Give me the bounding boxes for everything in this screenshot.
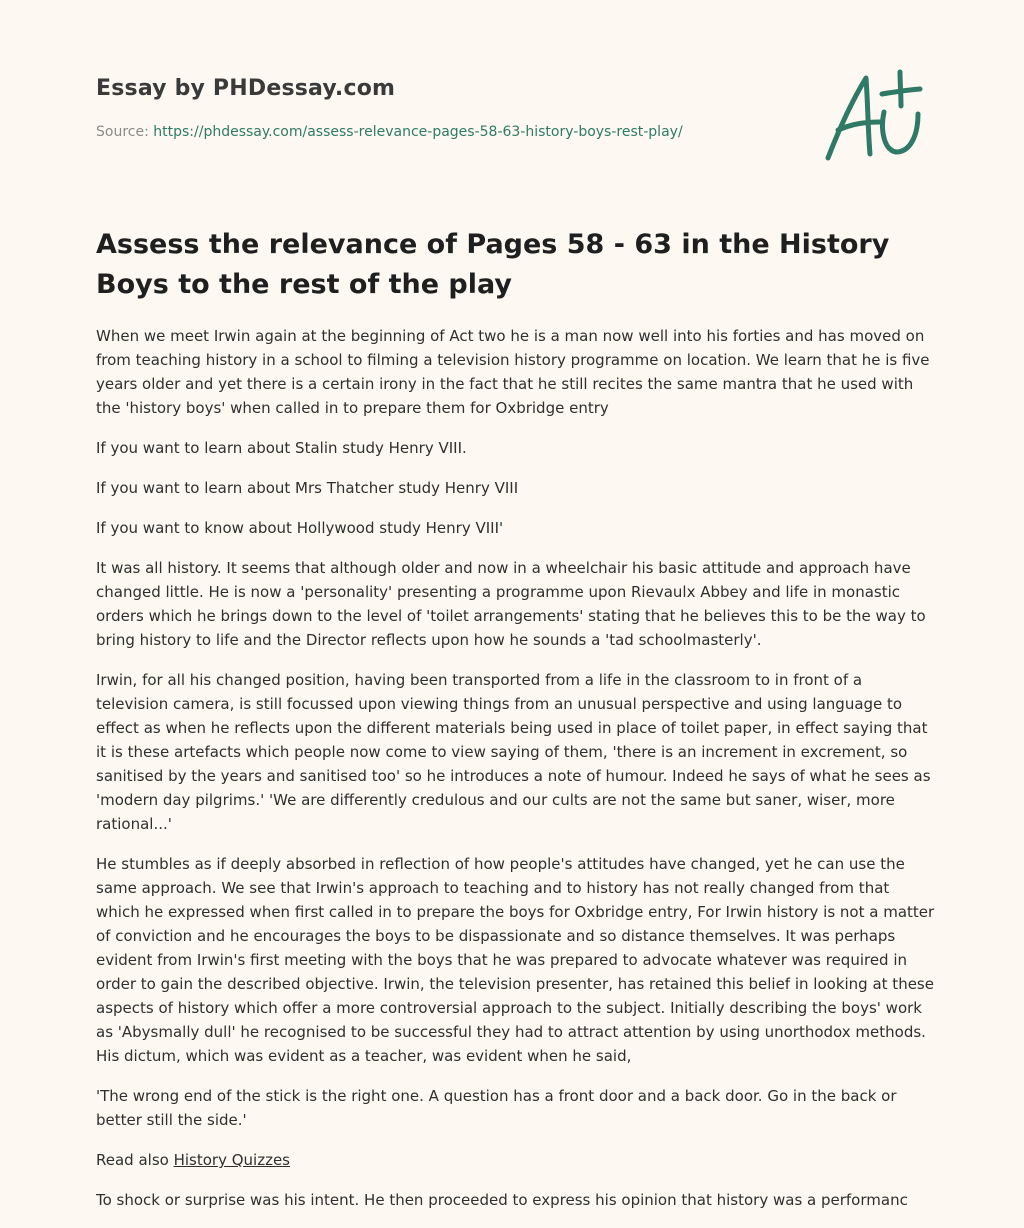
source-link[interactable]: https://phdessay.com/assess-relevance-pages-58-63-history-boys-rest-play/ xyxy=(153,124,683,140)
a-plus-logo-icon xyxy=(824,66,928,166)
paragraph: It was all history. It seems that although older and now in a wheelchair his basic attitude and approach have changed little. He is now a 'personality' presenting a programme upon Rievaulx Abbey and life in monastic orders which he brings down to the level of 'toilet arrangements' stating that he believes this to be the way to bring history to life and the Director reflects upon how he sounds a 'tad schoolmasterly'. xyxy=(96,559,926,649)
paragraph: If you want to learn about Mrs Thatcher study Henry VIII xyxy=(96,479,519,497)
source-label: Source: xyxy=(96,124,154,140)
paragraph: When we meet Irwin again at the beginning of Act two he is a man now well into his forties and has moved on from teaching history in a school to filming a television history programme on location. We learn that he is five years older and yet there is a certain irony in the fact that he still recites the same mantra that he used with the 'history boys' when called in to prepare them for Oxbridge entry xyxy=(96,327,930,417)
read-also-link[interactable]: History Quizzes xyxy=(173,1151,290,1169)
paragraph: 'The wrong end of the stick is the right one. A question has a front door and a back door. Go in the back or better still the side.' xyxy=(96,1087,897,1129)
read-also-line xyxy=(96,1148,936,1172)
essay-title: Assess the relevance of Pages 58 - 63 in the History Boys to the rest of the play xyxy=(96,229,890,300)
source-line xyxy=(96,124,683,140)
paragraph: Irwin, for all his changed position, having been transported from a life in the classroom to in front of a television camera, is still focussed upon viewing things from an unusual perspective and using language to effect as when he reflects upon the different materials being used in place of toilet paper, in effect saying that it is these artefacts which people now come to view saying of them, 'there is an increment in excrement, so sanitised by the years and sanitised too' so he introduces a note of humour. Indeed he says of what he sees as 'modern day pilgrims.' 'We are differently credulous and our cults are not the same but saner, wiser, more rational...' xyxy=(96,671,931,833)
brand-title: Essay by PHDessay.com xyxy=(96,76,396,101)
paragraph: If you want to learn about Stalin study Henry VIII. xyxy=(96,439,467,457)
paragraph: To shock or surprise was his intent. He then proceeded to express his opinion that history was a performanc xyxy=(96,1191,908,1209)
paragraph: He stumbles as if deeply absorbed in reflection of how people's attitudes have changed, yet he can use the same approach. We see that Irwin's approach to teaching and to history has not really changed from that which he expressed when first called in to prepare the boys for Oxbridge entry, For Irwin history is not a matter of conviction and he encourages the boys to be dispassionate and so distance themselves. It was perhaps evident from Irwin's first meeting with the boys that he was prepared to advocate whatever was required in order to gain the described objective. Irwin, the television presenter, has retained this belief in looking at these aspects of history which offer a more controversial approach to the subject. Initially describing the boys' work as 'Abysmally dull' he recognised to be successful they had to attract attention by using unorthodox methods. His dictum, which was evident as a teacher, was evident when he said, xyxy=(96,855,935,1065)
essay-body xyxy=(96,324,936,1228)
read-also-label: Read also xyxy=(96,1151,174,1169)
paragraph: If you want to know about Hollywood study Henry VIII' xyxy=(96,519,504,537)
